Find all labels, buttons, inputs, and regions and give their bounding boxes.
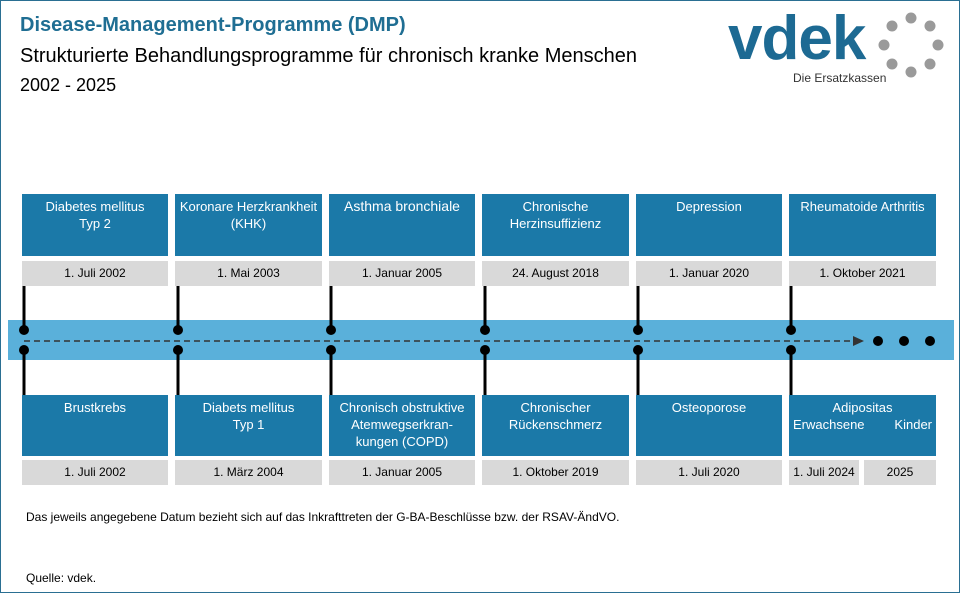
adipositas-children-label: Kinder — [894, 417, 932, 432]
adipositas-groups — [789, 416, 936, 433]
adipositas-date-adults: 1. Juli 2024 — [789, 460, 859, 485]
vdek-logo-tagline: Die Ersatzkassen — [793, 71, 887, 85]
program-name-line2: Rückenschmerz — [508, 417, 603, 432]
program-name: Chronische — [522, 199, 589, 214]
bottom-date-2: 1. März 2004 — [175, 460, 322, 485]
top-program-3 — [329, 194, 475, 256]
top-date-3: 1. Januar 2005 — [329, 261, 475, 286]
bottom-date-1: 1. Juli 2002 — [22, 460, 168, 485]
program-name: Rheumatoide Arthritis — [800, 199, 925, 214]
bottom-program-5 — [636, 395, 782, 456]
top-program-1 — [22, 194, 168, 256]
top-program-5 — [636, 194, 782, 256]
top-date-2: 1. Mai 2003 — [175, 261, 322, 286]
program-name: Brustkrebs — [63, 400, 127, 415]
top-program-6 — [789, 194, 936, 256]
vdek-logo-wordmark: vdek — [728, 4, 866, 73]
program-name-line2: (KHK) — [230, 216, 267, 231]
program-name-line2: Atemwegserkran- — [351, 417, 453, 432]
program-name-line2: Herzinsuffizienz — [509, 216, 602, 231]
program-name-line3: kungen (COPD) — [355, 434, 449, 449]
top-date-5: 1. Januar 2020 — [636, 261, 782, 286]
bottom-date-4: 1. Oktober 2019 — [482, 460, 629, 485]
bottom-program-1 — [22, 395, 168, 456]
bottom-program-adipositas — [789, 395, 936, 456]
bottom-date-5: 1. Juli 2020 — [636, 460, 782, 485]
page-title: Disease-Management-Programme (DMP) — [20, 14, 406, 36]
program-name: Koronare Herzkrankheit — [179, 199, 318, 214]
program-name: Chronischer — [520, 400, 591, 415]
program-name: Asthma bronchiale — [344, 198, 460, 214]
top-date-1: 1. Juli 2002 — [22, 261, 168, 286]
adipositas-adults-label: Erwachsene — [793, 417, 865, 432]
top-program-2 — [175, 194, 322, 256]
page-subtitle: Strukturierte Behandlungsprogramme für chronisch kranke Menschen — [20, 45, 637, 67]
top-date-4: 24. August 2018 — [482, 261, 629, 286]
period-label: 2002 - 2025 — [20, 75, 117, 95]
footnote: Das jeweils angegebene Datum bezieht sich auf das Inkrafttreten der G-BA-Beschlüsse bzw. der RSAV-ÄndVO. — [26, 510, 620, 524]
program-name: Diabetes mellitus — [45, 199, 145, 214]
bottom-date-3: 1. Januar 2005 — [329, 460, 475, 485]
program-name: Osteoporose — [671, 400, 747, 415]
program-name: Chronisch obstruktive — [339, 400, 465, 415]
bottom-program-4 — [482, 395, 629, 456]
program-name-line2: Typ 1 — [232, 417, 265, 432]
bottom-program-2 — [175, 395, 322, 456]
top-date-6: 1. Oktober 2021 — [789, 261, 936, 286]
bottom-program-3 — [329, 395, 475, 456]
top-program-4 — [482, 194, 629, 256]
program-name: Depression — [676, 199, 742, 214]
adipositas-date-children: 2025 — [864, 460, 936, 485]
program-name-line2: Typ 2 — [79, 216, 111, 231]
program-name: Diabets mellitus — [202, 400, 295, 415]
source-note: Quelle: vdek. — [26, 571, 97, 585]
program-name: Adipositas — [832, 400, 893, 415]
